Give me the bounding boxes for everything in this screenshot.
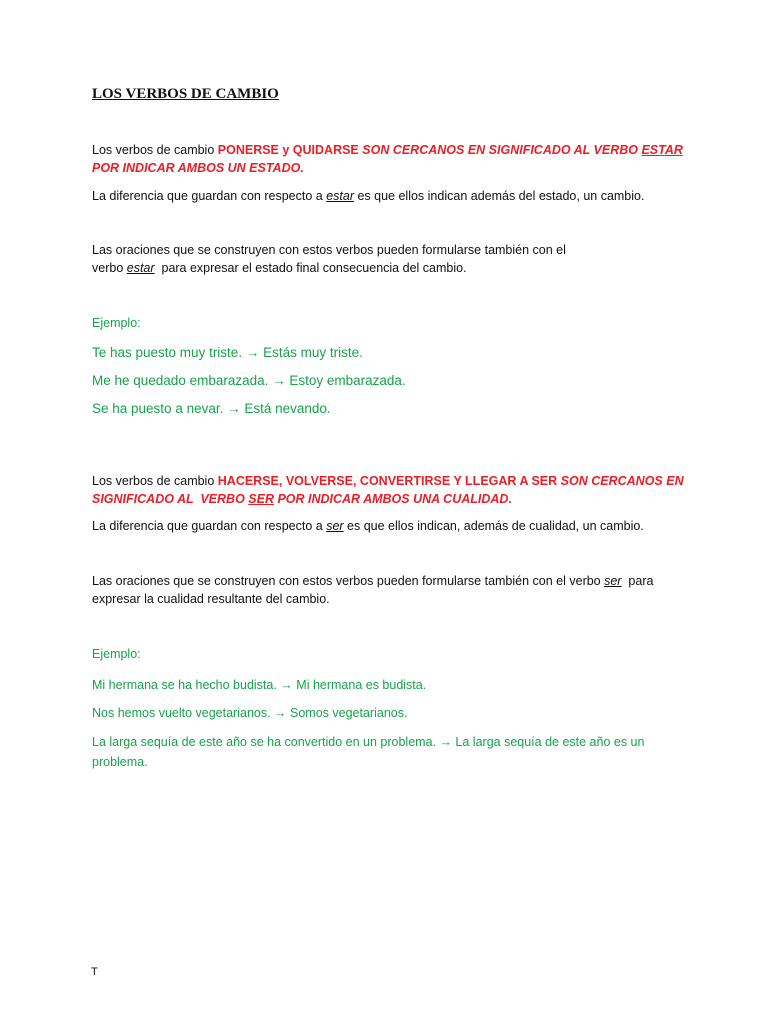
section1-sent-line1: Las oraciones que se construyen con estos verbos pueden formularse también con el — [92, 243, 566, 257]
section2-example: Nos hemos vuelto vegetarianos. → Somos vegetarianos. — [92, 706, 408, 720]
section2-intro-verbs: HACERSE, VOLVERSE, CONVERTIRSE Y LLEGAR A SER — [217, 474, 558, 488]
section1-example: Te has puesto muy triste. → Estás muy triste. — [92, 345, 363, 360]
section2-intro-mid: SON CERCANOS EN SIGNIFICADO AL VERBO — [92, 474, 688, 506]
section1-sent-pre: verbo — [92, 261, 127, 275]
section1-difference — [92, 187, 692, 205]
section1-intro-verb: ESTAR — [641, 143, 683, 157]
section2-diff-post: es que ellos indican, además de cualidad, un cambio. — [343, 519, 644, 533]
section1-example-label: Ejemplo: — [92, 316, 141, 330]
section2-diff-pre: La diferencia que guardan con respecto a — [92, 519, 327, 533]
section1-intro-verbs: PONERSE y QUIDARSE — [217, 143, 359, 157]
section2-sentences — [92, 572, 692, 608]
footer-mark: T — [91, 966, 98, 978]
section2-example: Mi hermana se ha hecho budista. → Mi hermana es budista. — [92, 678, 427, 692]
section2-intro-post: POR INDICAR AMBOS UNA CUALIDAD. — [273, 492, 512, 506]
section2-intro-pre: Los verbos de cambio — [92, 474, 218, 488]
section1-diff-pre: La diferencia que guardan con respecto a — [92, 189, 327, 203]
section2-sent-pre: Las oraciones que se construyen con estos verbos pueden formularse también con el verbo — [92, 574, 605, 588]
section1-intro-post: POR INDICAR AMBOS UN ESTADO. — [92, 161, 304, 175]
section1-sentences — [92, 241, 692, 277]
page-title: LOS VERBOS DE CAMBIO — [92, 86, 279, 102]
section1-intro-pre: Los verbos de cambio — [92, 143, 218, 157]
section2-intro — [92, 472, 692, 508]
section1-example: Me he quedado embarazada. → Estoy embarazada. — [92, 373, 406, 388]
section2-diff-word: ser — [326, 519, 344, 533]
section2-intro-verb: SER — [248, 492, 274, 506]
section1-diff-post: es que ellos indican además del estado, un cambio. — [354, 189, 645, 203]
section2-sent-post: para expresar la cualidad resultante del cambio. — [92, 574, 657, 606]
section2-example: La larga sequía de este año se ha convertido en un problema. → La larga sequía de este año es un problema. — [92, 735, 645, 769]
section1-intro-mid: SON CERCANOS EN SIGNIFICADO AL VERBO — [358, 143, 642, 157]
section1-sent-word: estar — [126, 261, 155, 275]
section1-intro — [92, 141, 692, 177]
section1-example: Se ha puesto a nevar. → Está nevando. — [92, 401, 331, 416]
section2-difference — [92, 517, 692, 535]
section2-example-label: Ejemplo: — [92, 647, 141, 661]
section1-sent-post: para expresar el estado final consecuencia del cambio. — [154, 261, 467, 275]
section1-diff-word: estar — [326, 189, 354, 203]
section2-sent-word: ser — [604, 574, 622, 588]
